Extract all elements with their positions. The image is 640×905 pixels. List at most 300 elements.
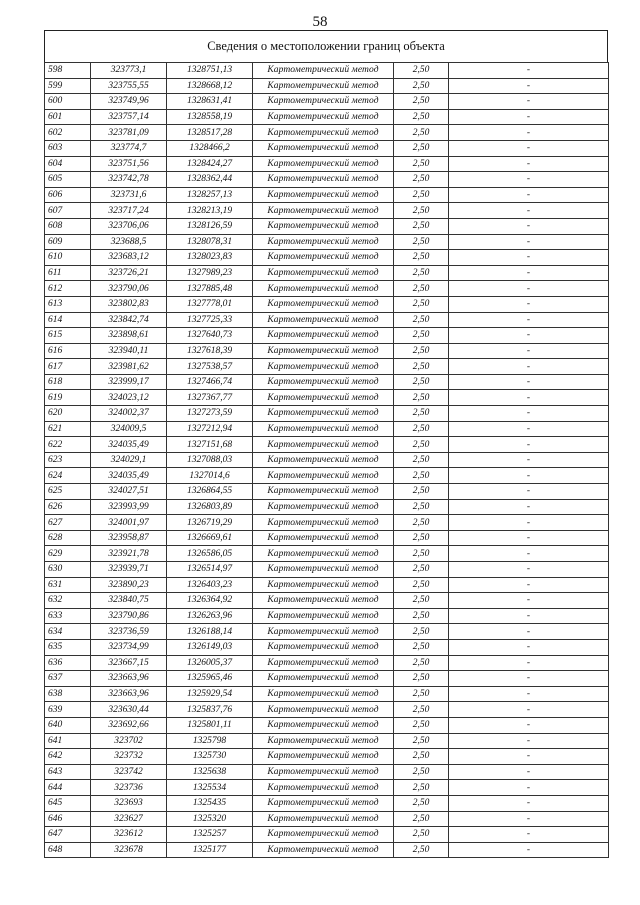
note-cell: - [449,608,609,624]
table-row [45,250,609,266]
x-coordinate-cell: 323627 [91,811,167,827]
point-number-cell: 634 [45,624,91,640]
accuracy-cell: 2,50 [394,593,449,609]
method-cell: Картометрический метод [253,733,394,749]
point-number-cell: 644 [45,780,91,796]
method-cell: Картометрический метод [253,172,394,188]
note-cell: - [449,234,609,250]
point-number-cell: 617 [45,359,91,375]
accuracy-cell: 2,50 [394,218,449,234]
note-cell: - [449,671,609,687]
accuracy-cell: 2,50 [394,265,449,281]
method-cell: Картометрический метод [253,343,394,359]
point-number-cell: 608 [45,218,91,234]
accuracy-cell: 2,50 [394,827,449,843]
accuracy-cell: 2,50 [394,250,449,266]
point-number-cell: 610 [45,250,91,266]
point-number-cell: 639 [45,702,91,718]
x-coordinate-cell: 323630,44 [91,702,167,718]
point-number-cell: 601 [45,109,91,125]
table-title: Сведения о местоположении границ объекта [44,30,608,62]
accuracy-cell: 2,50 [394,624,449,640]
accuracy-cell: 2,50 [394,499,449,515]
note-cell: - [449,218,609,234]
table-row [45,296,609,312]
y-coordinate-cell: 1328558,19 [167,109,253,125]
x-coordinate-cell: 323688,5 [91,234,167,250]
x-coordinate-cell: 323663,96 [91,671,167,687]
table-row [45,780,609,796]
point-number-cell: 626 [45,499,91,515]
note-cell: - [449,749,609,765]
accuracy-cell: 2,50 [394,156,449,172]
note-cell: - [449,343,609,359]
point-number-cell: 607 [45,203,91,219]
note-cell: - [449,686,609,702]
method-cell: Картометрический метод [253,421,394,437]
note-cell: - [449,639,609,655]
y-coordinate-cell: 1327725,33 [167,312,253,328]
x-coordinate-cell: 323757,14 [91,109,167,125]
accuracy-cell: 2,50 [394,842,449,858]
table-row [45,827,609,843]
y-coordinate-cell: 1328023,83 [167,250,253,266]
x-coordinate-cell: 323790,86 [91,608,167,624]
accuracy-cell: 2,50 [394,484,449,500]
accuracy-cell: 2,50 [394,639,449,655]
x-coordinate-cell: 324035,49 [91,437,167,453]
method-cell: Картометрический метод [253,639,394,655]
method-cell: Картометрический метод [253,702,394,718]
point-number-cell: 629 [45,546,91,562]
x-coordinate-cell: 323726,21 [91,265,167,281]
method-cell: Картометрический метод [253,406,394,422]
x-coordinate-cell: 323736 [91,780,167,796]
accuracy-cell: 2,50 [394,234,449,250]
method-cell: Картометрический метод [253,624,394,640]
table-row [45,484,609,500]
point-number-cell: 615 [45,328,91,344]
accuracy-cell: 2,50 [394,686,449,702]
boundary-table-sheet [44,30,608,858]
table-row [45,203,609,219]
point-number-cell: 624 [45,468,91,484]
method-cell: Картометрический метод [253,109,394,125]
y-coordinate-cell: 1325534 [167,780,253,796]
method-cell: Картометрический метод [253,312,394,328]
method-cell: Картометрический метод [253,749,394,765]
note-cell: - [449,452,609,468]
table-row [45,437,609,453]
point-number-cell: 600 [45,94,91,110]
note-cell: - [449,172,609,188]
point-number-cell: 613 [45,296,91,312]
y-coordinate-cell: 1325801,11 [167,717,253,733]
y-coordinate-cell: 1326263,96 [167,608,253,624]
table-row [45,374,609,390]
x-coordinate-cell: 323683,12 [91,250,167,266]
accuracy-cell: 2,50 [394,125,449,141]
point-number-cell: 638 [45,686,91,702]
note-cell: - [449,78,609,94]
table-row [45,312,609,328]
y-coordinate-cell: 1328362,44 [167,172,253,188]
note-cell: - [449,187,609,203]
point-number-cell: 609 [45,234,91,250]
note-cell: - [449,795,609,811]
method-cell: Картометрический метод [253,94,394,110]
method-cell: Картометрический метод [253,671,394,687]
note-cell: - [449,484,609,500]
point-number-cell: 602 [45,125,91,141]
y-coordinate-cell: 1327367,77 [167,390,253,406]
method-cell: Картометрический метод [253,437,394,453]
y-coordinate-cell: 1328751,13 [167,63,253,79]
table-row [45,140,609,156]
note-cell: - [449,593,609,609]
table-row [45,795,609,811]
table-row [45,562,609,578]
method-cell: Картометрический метод [253,717,394,733]
table-row [45,172,609,188]
x-coordinate-cell: 323663,96 [91,686,167,702]
method-cell: Картометрический метод [253,499,394,515]
method-cell: Картометрический метод [253,484,394,500]
note-cell: - [449,499,609,515]
table-row [45,452,609,468]
point-number-cell: 631 [45,577,91,593]
y-coordinate-cell: 1328424,27 [167,156,253,172]
point-number-cell: 646 [45,811,91,827]
y-coordinate-cell: 1327989,23 [167,265,253,281]
page-number-text: 58 [312,14,328,30]
boundary-points-table [44,62,609,858]
table-row [45,125,609,141]
accuracy-cell: 2,50 [394,312,449,328]
accuracy-cell: 2,50 [394,655,449,671]
table-row [45,218,609,234]
y-coordinate-cell: 1325965,46 [167,671,253,687]
point-number-cell: 642 [45,749,91,765]
x-coordinate-cell: 324002,37 [91,406,167,422]
note-cell: - [449,717,609,733]
y-coordinate-cell: 1325798 [167,733,253,749]
x-coordinate-cell: 323842,74 [91,312,167,328]
x-coordinate-cell: 323921,78 [91,546,167,562]
point-number-cell: 647 [45,827,91,843]
y-coordinate-cell: 1326864,55 [167,484,253,500]
method-cell: Картометрический метод [253,187,394,203]
y-coordinate-cell: 1327212,94 [167,421,253,437]
table-row [45,156,609,172]
note-cell: - [449,312,609,328]
x-coordinate-cell: 323734,99 [91,639,167,655]
method-cell: Картометрический метод [253,468,394,484]
x-coordinate-cell: 323890,23 [91,577,167,593]
note-cell: - [449,63,609,79]
y-coordinate-cell: 1327618,39 [167,343,253,359]
table-row [45,281,609,297]
method-cell: Картометрический метод [253,452,394,468]
note-cell: - [449,515,609,531]
note-cell: - [449,530,609,546]
method-cell: Картометрический метод [253,593,394,609]
method-cell: Картометрический метод [253,281,394,297]
accuracy-cell: 2,50 [394,749,449,765]
table-row [45,187,609,203]
table-row [45,515,609,531]
table-body [45,63,609,858]
method-cell: Картометрический метод [253,78,394,94]
method-cell: Картометрический метод [253,608,394,624]
table-row [45,811,609,827]
accuracy-cell: 2,50 [394,390,449,406]
y-coordinate-cell: 1327088,03 [167,452,253,468]
accuracy-cell: 2,50 [394,281,449,297]
y-coordinate-cell: 1325177 [167,842,253,858]
x-coordinate-cell: 323773,1 [91,63,167,79]
table-row [45,764,609,780]
y-coordinate-cell: 1327273,59 [167,406,253,422]
x-coordinate-cell: 323999,17 [91,374,167,390]
x-coordinate-cell: 323612 [91,827,167,843]
accuracy-cell: 2,50 [394,203,449,219]
accuracy-cell: 2,50 [394,78,449,94]
x-coordinate-cell: 323731,6 [91,187,167,203]
note-cell: - [449,811,609,827]
x-coordinate-cell: 323802,83 [91,296,167,312]
table-row [45,406,609,422]
accuracy-cell: 2,50 [394,717,449,733]
x-coordinate-cell: 323702 [91,733,167,749]
method-cell: Картометрический метод [253,250,394,266]
x-coordinate-cell: 323742 [91,764,167,780]
y-coordinate-cell: 1326719,29 [167,515,253,531]
table-row [45,421,609,437]
y-coordinate-cell: 1328517,28 [167,125,253,141]
accuracy-cell: 2,50 [394,437,449,453]
method-cell: Картометрический метод [253,764,394,780]
note-cell: - [449,374,609,390]
point-number-cell: 616 [45,343,91,359]
y-coordinate-cell: 1328078,31 [167,234,253,250]
table-row [45,686,609,702]
note-cell: - [449,125,609,141]
y-coordinate-cell: 1328668,12 [167,78,253,94]
table-row [45,639,609,655]
y-coordinate-cell: 1326586,05 [167,546,253,562]
method-cell: Картометрический метод [253,530,394,546]
accuracy-cell: 2,50 [394,94,449,110]
y-coordinate-cell: 1326005,37 [167,655,253,671]
x-coordinate-cell: 324009,5 [91,421,167,437]
x-coordinate-cell: 323781,09 [91,125,167,141]
accuracy-cell: 2,50 [394,421,449,437]
note-cell: - [449,359,609,375]
accuracy-cell: 2,50 [394,733,449,749]
point-number-cell: 640 [45,717,91,733]
method-cell: Картометрический метод [253,842,394,858]
x-coordinate-cell: 323981,62 [91,359,167,375]
method-cell: Картометрический метод [253,577,394,593]
method-cell: Картометрический метод [253,359,394,375]
x-coordinate-cell: 323898,61 [91,328,167,344]
point-number-cell: 641 [45,733,91,749]
point-number-cell: 612 [45,281,91,297]
accuracy-cell: 2,50 [394,452,449,468]
note-cell: - [449,421,609,437]
y-coordinate-cell: 1325638 [167,764,253,780]
method-cell: Картометрический метод [253,296,394,312]
point-number-cell: 635 [45,639,91,655]
x-coordinate-cell: 323958,87 [91,530,167,546]
accuracy-cell: 2,50 [394,63,449,79]
point-number-cell: 625 [45,484,91,500]
point-number-cell: 622 [45,437,91,453]
table-row [45,499,609,515]
accuracy-cell: 2,50 [394,811,449,827]
y-coordinate-cell: 1328257,13 [167,187,253,203]
note-cell: - [449,94,609,110]
x-coordinate-cell: 323940,11 [91,343,167,359]
method-cell: Картометрический метод [253,125,394,141]
x-coordinate-cell: 323993,99 [91,499,167,515]
table-row [45,530,609,546]
x-coordinate-cell: 323732 [91,749,167,765]
table-row [45,608,609,624]
point-number-cell: 599 [45,78,91,94]
x-coordinate-cell: 323742,78 [91,172,167,188]
y-coordinate-cell: 1326188,14 [167,624,253,640]
y-coordinate-cell: 1328126,59 [167,218,253,234]
note-cell: - [449,655,609,671]
method-cell: Картометрический метод [253,234,394,250]
note-cell: - [449,702,609,718]
note-cell: - [449,764,609,780]
y-coordinate-cell: 1326803,89 [167,499,253,515]
note-cell: - [449,281,609,297]
table-row [45,749,609,765]
y-coordinate-cell: 1325929,54 [167,686,253,702]
y-coordinate-cell: 1325320 [167,811,253,827]
y-coordinate-cell: 1326364,92 [167,593,253,609]
accuracy-cell: 2,50 [394,530,449,546]
note-cell: - [449,733,609,749]
table-row [45,842,609,858]
method-cell: Картометрический метод [253,686,394,702]
point-number-cell: 605 [45,172,91,188]
method-cell: Картометрический метод [253,203,394,219]
method-cell: Картометрический метод [253,795,394,811]
table-row [45,78,609,94]
y-coordinate-cell: 1327885,48 [167,281,253,297]
point-number-cell: 637 [45,671,91,687]
table-row [45,390,609,406]
method-cell: Картометрический метод [253,811,394,827]
table-row [45,265,609,281]
note-cell: - [449,390,609,406]
x-coordinate-cell: 323840,75 [91,593,167,609]
method-cell: Картометрический метод [253,63,394,79]
table-row [45,655,609,671]
y-coordinate-cell: 1327538,57 [167,359,253,375]
point-number-cell: 632 [45,593,91,609]
note-cell: - [449,328,609,344]
method-cell: Картометрический метод [253,515,394,531]
table-row [45,359,609,375]
note-cell: - [449,562,609,578]
note-cell: - [449,156,609,172]
table-row [45,733,609,749]
y-coordinate-cell: 1327151,68 [167,437,253,453]
note-cell: - [449,577,609,593]
point-number-cell: 636 [45,655,91,671]
table-row [45,63,609,79]
point-number-cell: 611 [45,265,91,281]
table-row [45,328,609,344]
x-coordinate-cell: 324035,49 [91,468,167,484]
table-row [45,109,609,125]
point-number-cell: 648 [45,842,91,858]
y-coordinate-cell: 1328466,2 [167,140,253,156]
accuracy-cell: 2,50 [394,795,449,811]
point-number-cell: 606 [45,187,91,203]
y-coordinate-cell: 1326403,23 [167,577,253,593]
accuracy-cell: 2,50 [394,515,449,531]
table-row [45,94,609,110]
x-coordinate-cell: 323790,06 [91,281,167,297]
point-number-cell: 623 [45,452,91,468]
x-coordinate-cell: 323692,66 [91,717,167,733]
note-cell: - [449,406,609,422]
point-number-cell: 598 [45,63,91,79]
method-cell: Картометрический метод [253,562,394,578]
accuracy-cell: 2,50 [394,343,449,359]
point-number-cell: 628 [45,530,91,546]
table-row [45,468,609,484]
note-cell: - [449,140,609,156]
note-cell: - [449,468,609,484]
note-cell: - [449,250,609,266]
note-cell: - [449,842,609,858]
accuracy-cell: 2,50 [394,468,449,484]
note-cell: - [449,437,609,453]
y-coordinate-cell: 1327778,01 [167,296,253,312]
point-number-cell: 645 [45,795,91,811]
point-number-cell: 614 [45,312,91,328]
accuracy-cell: 2,50 [394,702,449,718]
point-number-cell: 633 [45,608,91,624]
y-coordinate-cell: 1326669,61 [167,530,253,546]
point-number-cell: 619 [45,390,91,406]
method-cell: Картометрический метод [253,827,394,843]
x-coordinate-cell: 323755,55 [91,78,167,94]
table-row [45,234,609,250]
accuracy-cell: 2,50 [394,671,449,687]
accuracy-cell: 2,50 [394,562,449,578]
y-coordinate-cell: 1326514,97 [167,562,253,578]
accuracy-cell: 2,50 [394,187,449,203]
accuracy-cell: 2,50 [394,296,449,312]
page-number [0,14,640,31]
x-coordinate-cell: 323749,96 [91,94,167,110]
point-number-cell: 604 [45,156,91,172]
accuracy-cell: 2,50 [394,780,449,796]
y-coordinate-cell: 1325257 [167,827,253,843]
x-coordinate-cell: 323717,24 [91,203,167,219]
accuracy-cell: 2,50 [394,140,449,156]
accuracy-cell: 2,50 [394,577,449,593]
